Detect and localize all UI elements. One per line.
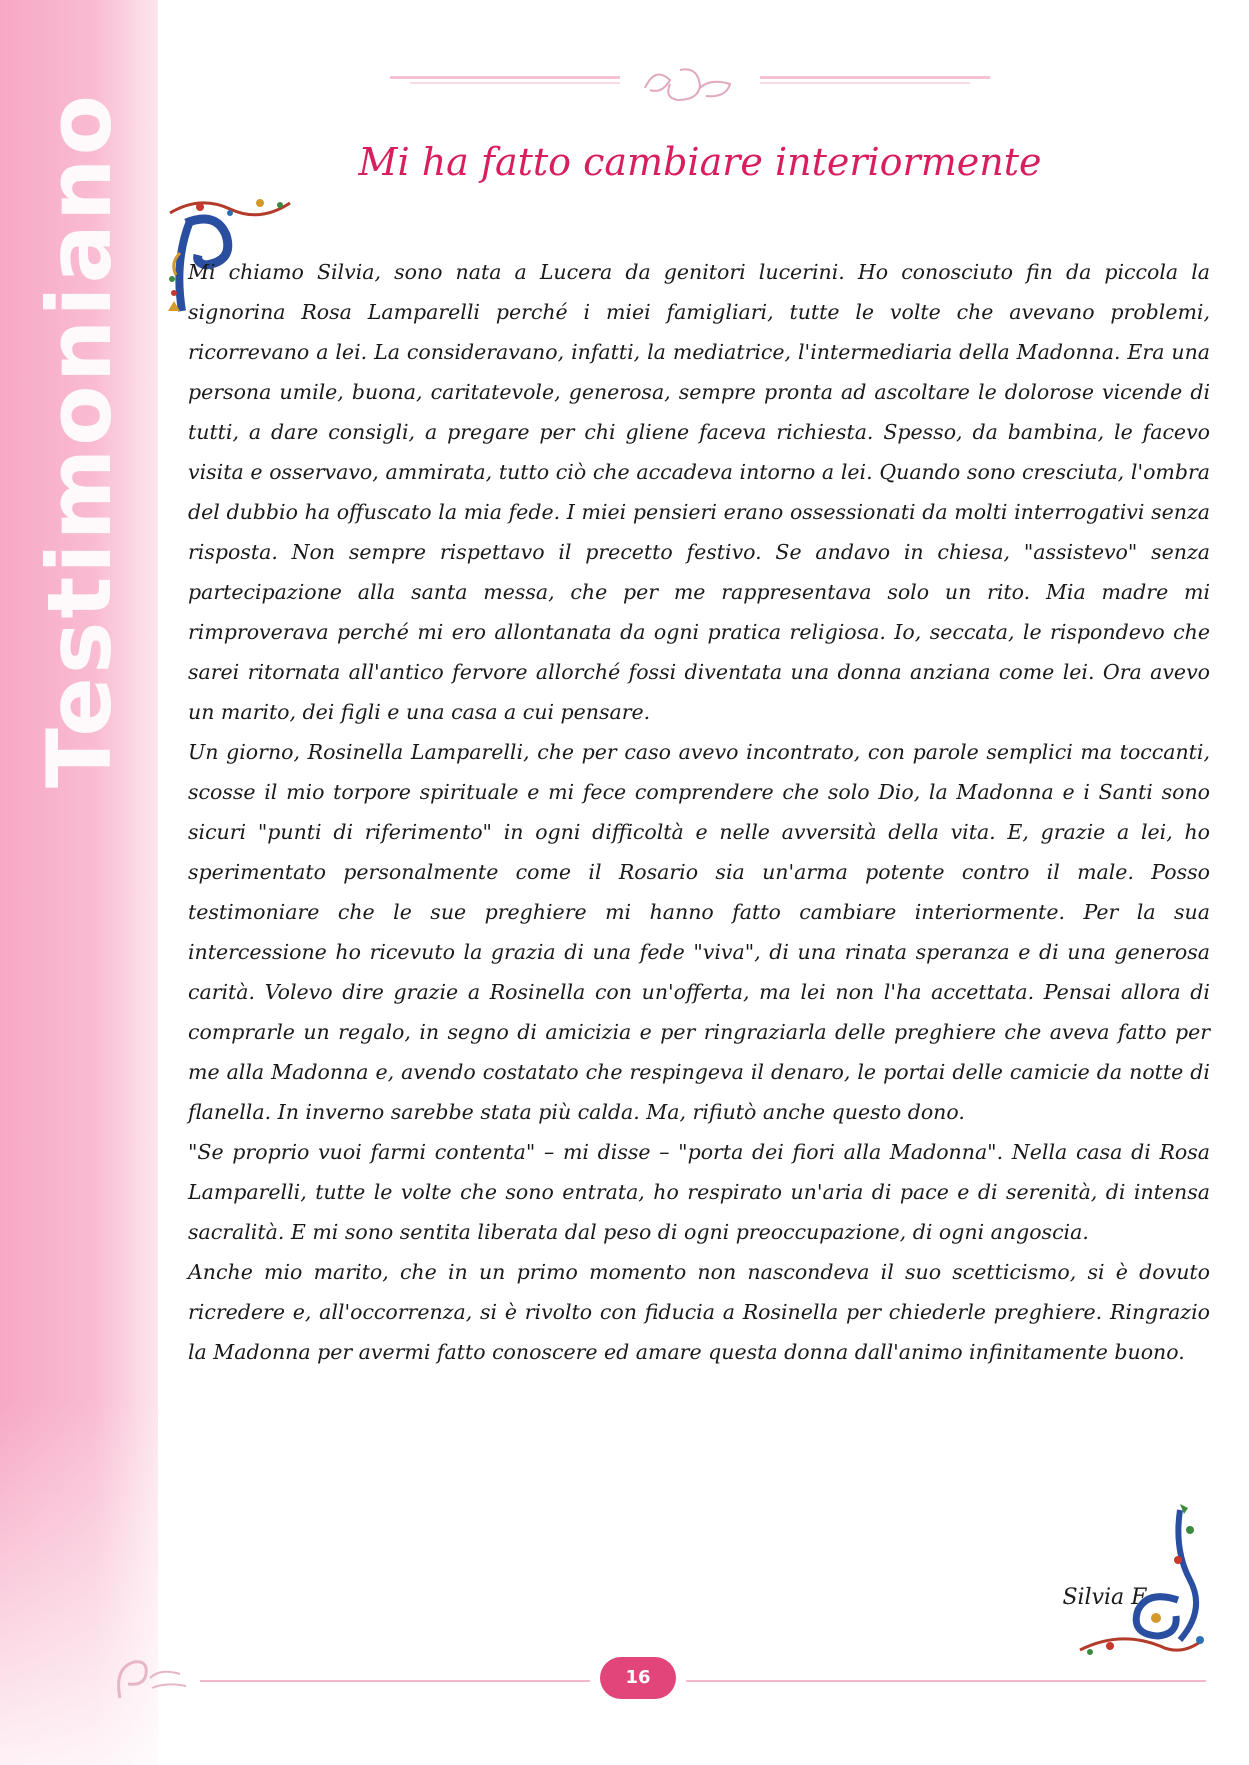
sidebar-fade xyxy=(0,1400,158,1765)
paragraph: Mi chiamo Silvia, sono nata a Lucera da genitori lucerini. Ho conosciuto fin da piccola la signorina Rosa Lamparelli perché i miei famigliari, tutte le volte che avevano problemi, ricorrevano a lei. La consideravano, infatti, la mediatrice, l'intermediaria della Madonna. Era una persona umile, buona, caritatevole, generosa, sempre pronta ad ascoltare le dolorose vicende di tutti, a dare consigli, a pregare per chi gliene faceva richiesta. Spesso, da bambina, le facevo visita e osservavo, ammirata, tutto ciò che accadeva intorno a lei. Quando sono cresciuta, l'ombra del dubbio ha offuscato la mia fede. I miei pensieri erano ossessionati da molti interrogativi senza risposta. Non sempre rispettavo il precetto festivo. Se andavo in chiesa, "assistevo" senza partecipazione alla santa messa, che per me rappresentava solo un rito. Mia madre mi rimproverava perché mi ero allontanata da ogni pratica religiosa. Io, seccata, le rispondevo che sarei ritornata all'antico fervore allorché fossi diventata una donna anziana come lei. Ora avevo un marito, dei figli e una casa a cui pensare. xyxy=(188,260,1210,724)
paragraph: Anche mio marito, che in un primo momento non nascondeva il suo scetticismo, si è dovuto ricredere e, all'occorrenza, si è rivolto con fiducia a Rosinella per chiederle preghiere. Ringrazio la Madonna per avermi fatto conoscere ed amare questa donna dall'animo infinitamente buono. xyxy=(188,1260,1210,1364)
page-number: 16 xyxy=(600,1657,676,1699)
paragraph: Un giorno, Rosinella Lamparelli, che per caso avevo incontrato, con parole semplici ma toccanti, scosse il mio torpore spirituale e mi fece comprendere che solo Dio, la Madonna e i Santi sono sicuri "punti di riferimento" in ogni difficoltà e nelle avversità della vita. E, grazie a lei, ho sperimentato personalmente come il Rosario sia un'arma potente contro il male. Posso testimoniare che le sue preghiere mi hanno fatto cambiare interiormente. Per la sua intercessione ho ricevuto la grazia di una fede "viva", di una rinata speranza e di una generosa carità. Volevo dire grazie a Rosinella con un'offerta, ma lei non l'ha accettata. Pensai allora di comprarle un regalo, in segno di amicizia e per ringraziarla delle preghiere che aveva fatto per me alla Madonna e, avendo costatato che respingeva il denaro, le portai delle camicie da notte di flanella. In inverno sarebbe stata più calda. Ma, rifiutò anche questo dono. xyxy=(188,740,1210,1124)
floral-corner-ornament-icon xyxy=(1060,1500,1220,1670)
footer-line-left xyxy=(200,1680,590,1682)
section-label: Testimoniano xyxy=(28,91,131,789)
footer-logo-icon xyxy=(100,1648,200,1708)
signature: Silvia F. xyxy=(1062,1585,1150,1610)
page-title: Mi ha fatto cambiare interiormente xyxy=(358,140,1042,184)
paragraph: "Se proprio vuoi farmi contenta" – mi disse – "porta dei fiori alla Madonna". Nella casa di Rosa Lamparelli, tutte le volte che sono entrata, ho respirato un'aria di pace e di serenità, di intensa sacralità. E mi sono sentita liberata dal peso di ogni preoccupazione, di ogni angoscia. xyxy=(188,1140,1210,1244)
sidebar-band xyxy=(0,0,158,1765)
footer-line-right xyxy=(686,1680,1206,1682)
top-ornament-icon xyxy=(390,58,990,118)
testimony-body xyxy=(188,252,1210,1372)
